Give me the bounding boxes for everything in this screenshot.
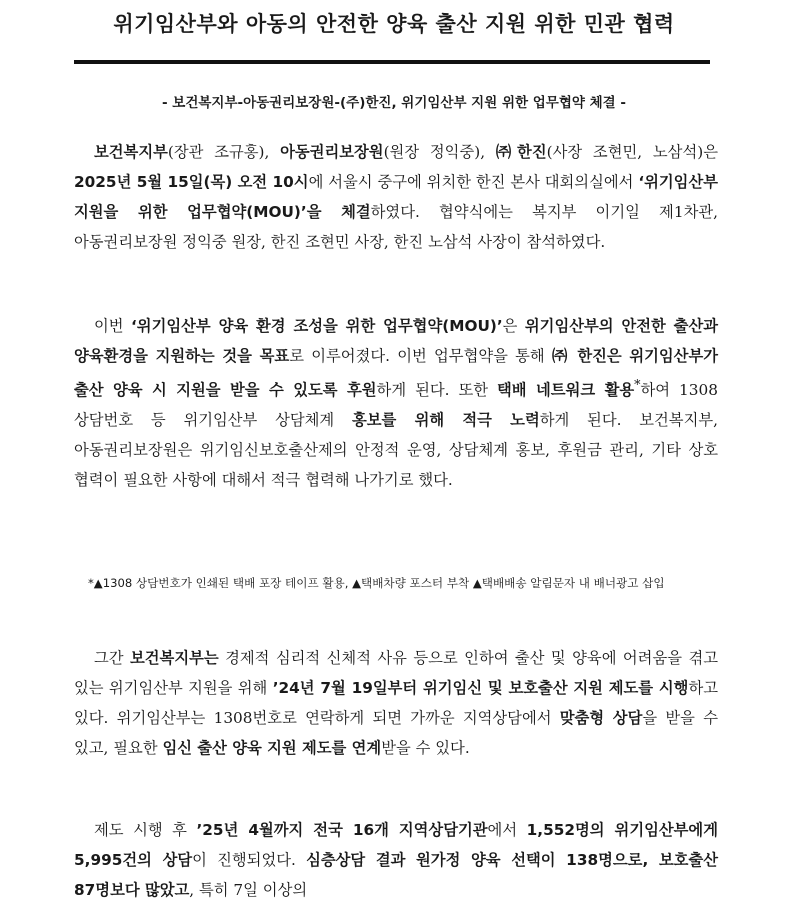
p3-text-1: 그간 [94, 649, 130, 667]
p2-text-3: 로 이루어졌다. 이번 업무협약을 통해 [289, 347, 552, 365]
p3-system-start: ’24년 7월 19일부터 위기임신 및 보호출산 지원 제도를 시행 [272, 679, 689, 697]
p2-footnote-mark: * [634, 378, 641, 393]
p2-text-1: 이번 [94, 317, 131, 335]
p2-text-4: 하게 된다. 또한 [376, 381, 498, 400]
page-title: 위기임산부와 아동의 안전한 양육 출산 지원 위한 민관 협력 [113, 12, 675, 36]
paragraph-results [74, 815, 718, 905]
p2-text-5: 하여 1308 상담번호 등 위기임산부 상담체계 [74, 381, 718, 430]
p4-text-3: 이 진행되었다. [192, 851, 307, 869]
p4-text-2: 에서 [487, 821, 527, 839]
title-divider [74, 60, 710, 64]
p2-promotion: 홍보를 위해 적극 노력 [352, 411, 540, 430]
p2-text-6: 하게 된다. 보건복지부, 아동권리보장원은 위기임신보호출산제의 안정적 운영, 상담체계 홍보, 후원금 관리, 기타 상호 협력이 필요한 사항에 대해서 적극 협력해 나가기로 했다. [74, 411, 718, 490]
p4-outcome: 심층상담 결과 원가정 양육 선택이 138명으로, 보호출산 87명보다 많았고 [74, 851, 719, 899]
footnote-text: ▲1308 상담번호가 인쇄된 택배 포장 테이프 활용, ▲택배차량 포스터 부착 ▲택배배송 알림문자 내 배너광고 삽입 [93, 576, 665, 590]
p1-attendees: 하였다. 협약식에는 복지부 이기일 제1차관, 아동권리보장원 정익중 원장, 한진 조현민 사장, 한진 노삼석 사장이 참석하였다. [74, 203, 718, 251]
p3-ministry: 보건복지부는 [130, 649, 219, 667]
p1-director: (원장 정익중), [383, 143, 496, 161]
p1-company: ㈜한진 [495, 143, 547, 161]
p3-text-2: 경제적 심리적 신체적 사유 등으로 인하여 출산 및 양육에 어려움을 겪고 있는 위기임산부 지원을 위해 [74, 649, 719, 697]
p1-ceos: (사장 조현민, 노삼석)은 [546, 143, 718, 161]
p1-minister: (장관 조규홍), [167, 143, 281, 161]
p3-text-5: 받을 수 있다. [381, 739, 470, 757]
subtitle: - 보건복지부-아동권리보장원-(주)한진, 위기임산부 지원 위한 업무협약 체결 - [161, 95, 626, 111]
p4-text-1: 제도 시행 후 [94, 821, 197, 839]
p1-location: 에 서울시 중구에 위치한 한진 본사 대회의실에서 [308, 173, 639, 191]
p4-counts: 1,552명의 위기임산부에게 5,995건의 상담 [74, 821, 718, 869]
p4-period: ’25년 4월까지 전국 16개 지역상담기관 [196, 821, 488, 839]
p1-date: 2025년 5월 15일(목) 오전 10시 [74, 173, 309, 191]
p2-sponsorship: ㈜ 한진은 위기임산부가 출산 양육 시 지원을 받을 수 있도록 후원 [74, 347, 719, 400]
p1-ministry: 보건복지부 [94, 143, 168, 161]
p2-goal: 위기임산부의 안전한 출산과 양육환경을 지원하는 것을 목표 [74, 317, 718, 365]
p4-text-4: , 특히 7일 이상의 [189, 881, 308, 899]
p3-linkage: 임신 출산 양육 지원 제도를 연계 [162, 739, 382, 757]
paragraph-agreement-purpose [74, 311, 718, 495]
p1-mou: ‘위기임산부 지원을 위한 업무협약(MOU)’을 체결 [74, 173, 719, 221]
p3-counseling: 맞춤형 상담 [559, 709, 643, 727]
footnote-mark: * [88, 576, 94, 590]
paragraph-support-system [74, 643, 718, 763]
p3-text-3: 하고 있다. 위기임산부는 1308번호로 연락하게 되면 가까운 지역상담에서 [74, 679, 718, 727]
p2-mou-name: ‘위기임산부 양육 환경 조성을 위한 업무협약(MOU)’ [130, 317, 503, 335]
footnote [88, 573, 720, 593]
p2-delivery-network: 택배 네트워크 활용 [497, 381, 635, 400]
p3-text-4: 을 받을 수 있고, 필요한 [74, 709, 718, 757]
paragraph-agreement-signing [74, 137, 718, 257]
p2-text-2: 은 [502, 317, 525, 335]
p1-agency: 아동권리보장원 [280, 143, 384, 161]
